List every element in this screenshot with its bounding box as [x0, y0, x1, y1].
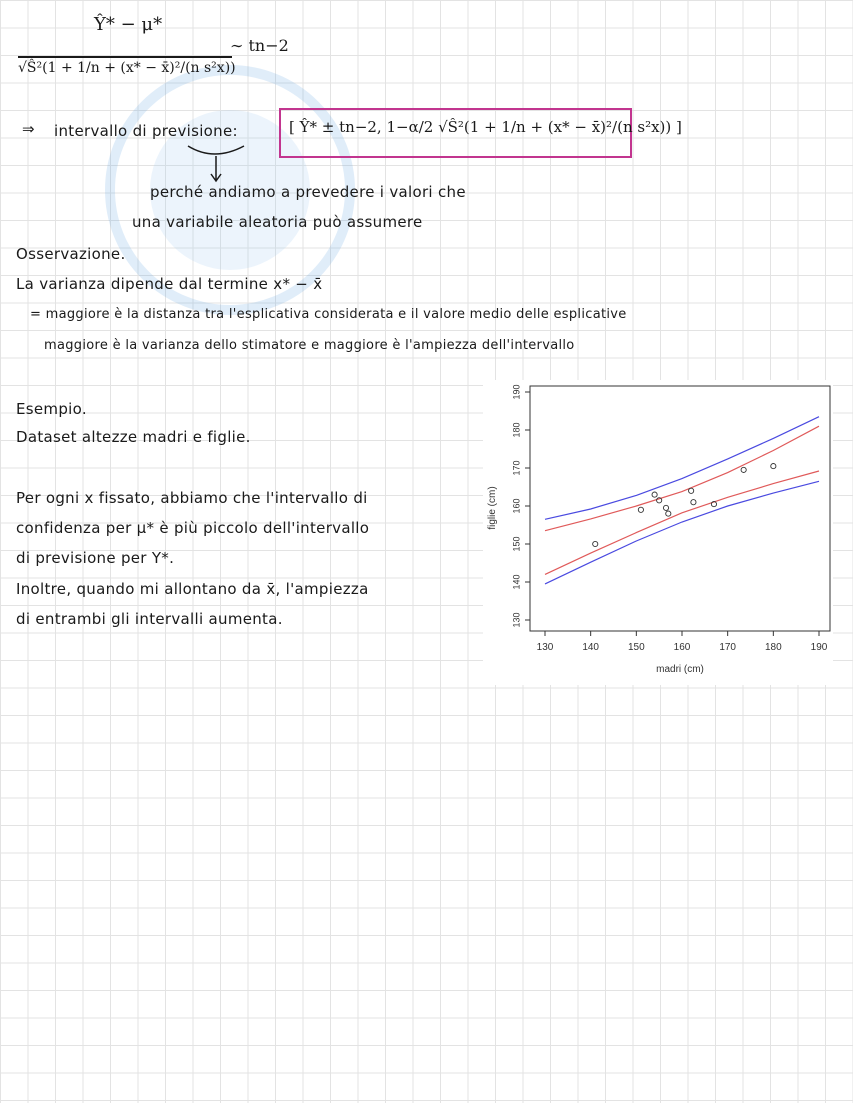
x-tick-label: 160: [673, 642, 691, 653]
y-tick-label: 130: [511, 612, 522, 628]
example-text-3: di previsione per Y*.: [16, 549, 175, 567]
formula-numerator: Ŷ* − μ*: [94, 14, 163, 35]
prediction-interval-box: [279, 108, 682, 158]
prediction-interval-label: intervallo di previsione:: [54, 122, 238, 140]
example-text-1: Per ogni x fissato, abbiamo che l'intervallo di: [16, 489, 368, 507]
y-tick-label: 160: [511, 498, 522, 514]
prediction-interval-formula: [ Ŷ* ± tn−2, 1−α/2 √Ŝ²(1 + 1/n + (x* − x̄)²/(n s²x)) ]: [289, 118, 682, 136]
observation-line-1: La varianza dipende dal termine x* − x̄: [16, 275, 323, 293]
reason-line-2: una variabile aleatoria può assumere: [132, 213, 423, 231]
x-tick-label: 140: [582, 642, 600, 653]
observation-title: Osservazione.: [16, 245, 126, 263]
fraction-bar: [18, 56, 232, 58]
y-tick-label: 170: [511, 460, 522, 476]
x-tick-label: 150: [627, 642, 645, 653]
regression-interval-chart: [483, 380, 833, 685]
t-statistic-formula: [14, 8, 236, 98]
implication-arrow: ⇒: [22, 120, 35, 138]
x-tick-label: 190: [810, 642, 828, 653]
x-tick-label: 130: [536, 642, 554, 653]
y-axis-label: figlie (cm): [487, 486, 498, 530]
y-tick-label: 150: [511, 536, 522, 552]
observation-line-3: maggiore è la varianza dello stimatore e maggiore è l'ampiezza dell'intervallo: [44, 338, 575, 353]
reason-line-1: perché andiamo a prevedere i valori che: [150, 183, 466, 201]
example-text-2: confidenza per μ* è più piccolo dell'intervallo: [16, 519, 370, 537]
distribution-label: ∼ tn−2: [230, 36, 289, 55]
x-tick-label: 180: [764, 642, 782, 653]
y-tick-label: 140: [511, 574, 522, 590]
example-text-5: di entrambi gli intervalli aumenta.: [16, 610, 283, 628]
formula-denominator: √Ŝ²(1 + 1/n + (x* − x̄)²/(n s²x)): [18, 60, 236, 76]
x-axis-label: madri (cm): [656, 664, 704, 675]
example-dataset: Dataset altezze madri e figlie.: [16, 428, 251, 446]
example-text-4: Inoltre, quando mi allontano da x̄, l'ampiezza: [16, 580, 369, 598]
x-tick-label: 170: [719, 642, 737, 653]
y-tick-label: 180: [511, 422, 522, 438]
y-tick-label: 190: [511, 384, 522, 400]
example-title: Esempio.: [16, 400, 87, 418]
observation-line-2: = maggiore è la distanza tra l'esplicativa considerata e il valore medio delle esplicative: [30, 307, 627, 322]
down-arrow-icon: [184, 140, 254, 188]
